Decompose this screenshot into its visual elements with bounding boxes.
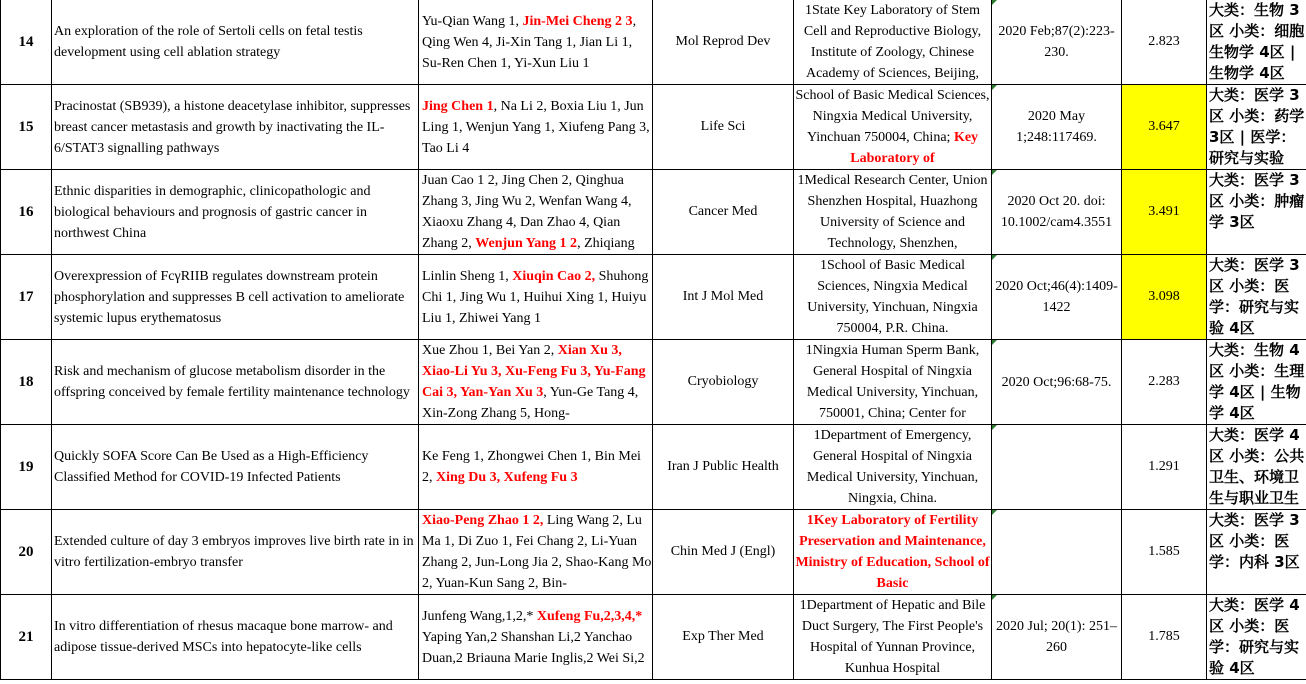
impact-factor: 3.491 — [1148, 204, 1180, 219]
authors-cell[interactable] — [419, 170, 653, 255]
table-row — [1, 255, 1306, 340]
plain-text: , Yun-Ge Tang 4, Xin-Zong Zhang 5, Hong- — [422, 385, 639, 421]
affiliation-cell[interactable] — [794, 170, 992, 255]
highlighted-author-text: Xiuqin Cao 2, — [512, 268, 596, 284]
journal-name: Iran J Public Health — [667, 459, 779, 474]
affiliation-text — [794, 595, 991, 679]
article-title: Ethnic disparities in demographic, clinicopathologic and biological behaviours and prognosis of gastric cancer in northwest China — [54, 183, 371, 241]
row-number-cell[interactable] — [1, 510, 52, 595]
article-title: Pracinostat (SB939), a histone deacetylase inhibitor, suppresses breast cancer metastasis and growth by inactivating the IL-6/STAT3 signalling pathways — [54, 98, 411, 156]
title-cell[interactable] — [52, 340, 419, 425]
plain-text: 1School of Basic Medical Sciences, Ningxia Medical University, Yinchuan, Ningxia 750004, P.R. China. — [807, 258, 978, 336]
authors-text — [422, 606, 652, 669]
journal-name: Mol Reprod Dev — [675, 34, 771, 49]
row-number: 17 — [18, 288, 34, 305]
plain-text: School of Basic Medical Sciences, Ningxia Medical University, Yinchuan 750004, China; — [795, 88, 990, 145]
impact-factor-cell[interactable] — [1122, 425, 1207, 510]
highlighted-author-text: Jin-Mei Cheng 2 3 — [522, 13, 633, 29]
row-number: 14 — [18, 33, 34, 50]
plain-text: Ke Feng 1, Zhongwei Chen 1, Bin Mei 2, — [422, 449, 641, 485]
authors-text — [422, 11, 652, 74]
row-number: 19 — [18, 458, 34, 475]
date-cell[interactable] — [992, 85, 1122, 170]
authors-cell[interactable] — [419, 425, 653, 510]
row-number-cell[interactable] — [1, 595, 52, 680]
title-cell[interactable] — [52, 170, 419, 255]
date-cell[interactable] — [992, 595, 1122, 680]
table-row — [1, 170, 1306, 255]
plain-text: 1Department of Emergency, General Hospital of Ningxia Medical University, Yinchuan, Ningxia, China. — [806, 428, 979, 506]
row-number-cell[interactable] — [1, 340, 52, 425]
category-cell[interactable] — [1207, 170, 1306, 255]
table-row — [1, 595, 1306, 680]
authors-cell[interactable] — [419, 0, 653, 85]
article-title: Quickly SOFA Score Can Be Used as a High-Efficiency Classified Method for COVID-19 Infected Patients — [54, 449, 369, 485]
plain-text: 1State Key Laboratory of Stem Cell and Reproductive Biology, Institute of Zoology, Chinese Academy of Sciences, Beijing, — [803, 3, 982, 81]
publication-date: 2020 Feb;87(2):223-230. — [998, 24, 1115, 60]
plain-text: Junfeng Wang,1,2,* — [422, 608, 537, 624]
table-row — [1, 340, 1306, 425]
row-number-cell[interactable] — [1, 170, 52, 255]
row-number-cell[interactable] — [1, 85, 52, 170]
highlighted-author-text: Xufeng Fu,2,3,4,* — [536, 608, 643, 624]
row-number-cell[interactable] — [1, 0, 52, 85]
affiliation-text — [794, 340, 991, 424]
article-title: Risk and mechanism of glucose metabolism disorder in the offspring conceived by female fertility maintenance technology — [54, 364, 410, 400]
date-cell[interactable] — [992, 510, 1122, 595]
plain-text: Linlin Sheng 1, — [422, 268, 513, 284]
category-text: 大类：医学 3区 小类：药学 3区 | 医学：研究与实验 — [1209, 86, 1305, 167]
title-cell[interactable] — [52, 425, 419, 510]
article-title: In vitro differentiation of rhesus macaque bone marrow- and adipose tissue-derived MSCs into hepatocyte-like cells — [54, 619, 393, 655]
impact-factor: 3.098 — [1148, 289, 1180, 304]
journal-cell[interactable] — [653, 425, 794, 510]
journal-cell[interactable] — [653, 510, 794, 595]
impact-factor-cell[interactable] — [1122, 255, 1207, 340]
affiliation-text — [794, 85, 991, 169]
plain-text: Juan Cao 1 2, Jing Chen 2, Qinghua Zhang 3, Jing Wu 2, Wenfan Wang 4, Xiaoxu Zhang 4, Dan Zhao 4, Qian Zhang 2, — [422, 173, 632, 251]
date-cell[interactable] — [992, 340, 1122, 425]
title-cell[interactable] — [52, 255, 419, 340]
plain-text: Ling Wang 2, Lu Ma 1, Di Zuo 1, Fei Chang 2, Li-Yuan Zhang 2, Jun-Long Jia 2, Shao-Kang Mo 2, Yuan-Kun Sang 2, Bin- — [422, 513, 652, 591]
row-number-cell[interactable] — [1, 255, 52, 340]
table-row — [1, 0, 1306, 85]
category-text: 大类：生物 4区 小类：生理学 4区 | 生物学 4区 — [1209, 341, 1305, 422]
date-cell[interactable] — [992, 170, 1122, 255]
row-number: 16 — [18, 203, 34, 220]
table-row — [1, 85, 1306, 170]
category-cell[interactable] — [1207, 595, 1306, 680]
journal-name: Cancer Med — [688, 204, 758, 219]
publication-date: 2020 Oct;96:68-75. — [1001, 374, 1112, 390]
highlighted-author-text: 1Key Laboratory of Fertility Preservation and Maintenance, Ministry of Education, School of Basic — [795, 513, 990, 591]
plain-text: , Zhiqiang — [577, 236, 635, 251]
row-number-cell[interactable] — [1, 425, 52, 510]
plain-text: 1Medical Research Center, Union Shenzhen Hospital, Huazhong University of Science and Technology, Shenzhen, — [797, 173, 988, 251]
highlighted-author-text: Wenjun Yang 1 2 — [475, 236, 578, 251]
category-text: 大类：生物 3区 小类：细胞生物学 4区 | 生物学 4区 — [1209, 1, 1305, 82]
category-text: 大类：医学 3区 小类：肿瘤学 3区 — [1209, 171, 1305, 231]
plain-text: 1Department of Hepatic and Bile Duct Surgery, The First People's Hospital of Yunnan Province, Kunhua Hospital — [799, 598, 986, 676]
comment-marker-icon — [992, 510, 997, 515]
affiliation-text — [794, 255, 991, 339]
comment-marker-icon — [992, 425, 997, 430]
authors-cell[interactable] — [419, 595, 653, 680]
comment-marker-icon — [992, 340, 997, 345]
journal-cell[interactable] — [653, 85, 794, 170]
category-cell[interactable] — [1207, 85, 1306, 170]
highlighted-author-text: Key Laboratory of — [850, 130, 979, 166]
authors-cell[interactable] — [419, 340, 653, 425]
impact-factor-cell[interactable] — [1122, 170, 1207, 255]
article-title: Overexpression of FcγRIIB regulates downstream protein phosphorylation and suppresses B cell activation to ameliorate systemic lupus erythematosus — [54, 268, 405, 326]
row-number: 15 — [18, 118, 34, 135]
impact-factor-cell[interactable] — [1122, 0, 1207, 85]
authors-text — [422, 96, 652, 159]
affiliation-cell[interactable] — [794, 595, 992, 680]
affiliation-cell[interactable] — [794, 510, 992, 595]
affiliation-cell[interactable] — [794, 0, 992, 85]
impact-factor: 2.823 — [1148, 34, 1180, 49]
title-cell[interactable] — [52, 595, 419, 680]
row-number: 21 — [18, 628, 34, 645]
plain-text: 1Ningxia Human Sperm Bank, General Hospital of Ningxia Medical University, Yinchuan, 750001, China; Center for — [805, 343, 980, 421]
impact-factor-cell[interactable] — [1122, 340, 1207, 425]
affiliation-text — [794, 510, 991, 594]
article-title: An exploration of the role of Sertoli cells on fetal testis development using cell ablation strategy — [54, 24, 363, 60]
journal-name: Exp Ther Med — [682, 629, 764, 644]
category-cell[interactable] — [1207, 425, 1306, 510]
category-text: 大类：医学 3区 小类：医学：研究与实验 4区 — [1209, 256, 1300, 337]
journal-cell[interactable] — [653, 340, 794, 425]
article-title: Extended culture of day 3 embryos improves live birth rate in in vitro fertilization-embryo transfer — [54, 534, 414, 570]
category-text: 大类：医学 4区 小类：公共卫生、环境卫生与职业卫生 — [1209, 426, 1305, 507]
plain-text: , Na Li 2, Boxia Liu 1, Jun Ling 1, Wenjun Yang 1, Xiufeng Pang 3, Tao Li 4 — [422, 98, 650, 156]
impact-factor-cell[interactable] — [1122, 510, 1207, 595]
journal-cell[interactable] — [653, 170, 794, 255]
impact-factor: 1.585 — [1148, 544, 1180, 559]
affiliation-text — [794, 170, 991, 254]
authors-text — [422, 340, 652, 424]
impact-factor: 1.291 — [1148, 459, 1180, 474]
journal-cell[interactable] — [653, 255, 794, 340]
comment-marker-icon — [992, 255, 997, 260]
publication-date: 2020 Oct;46(4):1409-1422 — [995, 279, 1118, 315]
publication-date: 2020 May 1;248:117469. — [1016, 109, 1097, 145]
affiliation-text — [794, 425, 991, 509]
highlighted-author-text: Xing Du 3, Xufeng Fu 3 — [436, 470, 578, 485]
plain-text: , Qing Wen 4, Ji-Xin Tang 1, Jian Li 1, Su-Ren Chen 1, Yi-Xun Liu 1 — [422, 13, 637, 71]
row-number: 20 — [18, 543, 34, 560]
affiliation-cell[interactable] — [794, 255, 992, 340]
comment-marker-icon — [992, 170, 997, 175]
publication-date: 2020 Jul; 20(1): 251–260 — [996, 619, 1117, 655]
impact-factor-cell[interactable] — [1122, 85, 1207, 170]
authors-cell[interactable] — [419, 510, 653, 595]
authors-text — [422, 510, 652, 594]
authors-text — [422, 170, 652, 254]
comment-marker-icon — [992, 0, 997, 5]
category-cell[interactable] — [1207, 255, 1306, 340]
title-cell[interactable] — [52, 510, 419, 595]
affiliation-text — [794, 0, 991, 84]
journal-cell[interactable] — [653, 0, 794, 85]
journal-name: Life Sci — [700, 119, 746, 134]
category-text: 大类：医学 3区 小类：医学：内科 3区 — [1209, 511, 1300, 571]
publication-date: 2020 Oct 20. doi: 10.1002/cam4.3551 — [1000, 194, 1113, 230]
journal-cell[interactable] — [653, 595, 794, 680]
comment-marker-icon — [992, 595, 997, 600]
comment-marker-icon — [992, 85, 997, 90]
table-row — [1, 425, 1306, 510]
date-cell[interactable] — [992, 425, 1122, 510]
authors-text — [422, 446, 652, 488]
impact-factor: 3.647 — [1148, 119, 1180, 134]
authors-text — [422, 266, 652, 329]
plain-text: Yaping Yan,2 Shanshan Li,2 Yanchao Duan,2 Briauna Marie Inglis,2 Wei Si,2 — [422, 629, 645, 666]
date-cell[interactable] — [992, 255, 1122, 340]
authors-cell[interactable] — [419, 255, 653, 340]
journal-name: Cryobiology — [687, 374, 759, 389]
highlighted-author-text: Jing Chen 1 — [422, 98, 494, 114]
category-cell[interactable] — [1207, 510, 1306, 595]
authors-cell[interactable] — [419, 85, 653, 170]
affiliation-cell[interactable] — [794, 85, 992, 170]
impact-factor-cell[interactable] — [1122, 595, 1207, 680]
category-text: 大类：医学 4区 小类：医学：研究与实验 4区 — [1209, 596, 1300, 677]
impact-factor: 2.283 — [1148, 374, 1180, 389]
plain-text: Xue Zhou 1, Bei Yan 2, — [422, 343, 558, 358]
journal-name: Int J Mol Med — [682, 289, 764, 304]
plain-text: Yu-Qian Wang 1, — [422, 13, 523, 29]
journal-name: Chin Med J (Engl) — [670, 544, 776, 559]
highlighted-author-text: Xian Xu 3, Xiao-Li Yu 3, Xu-Feng Fu 3, Yu-Fang Cai 3, Yan-Yan Xu 3 — [422, 343, 646, 400]
title-cell[interactable] — [52, 0, 419, 85]
title-cell[interactable] — [52, 85, 419, 170]
impact-factor: 1.785 — [1148, 629, 1180, 644]
highlighted-author-text: Xiao-Peng Zhao 1 2, — [422, 513, 544, 528]
plain-text: Shuhong Chi 1, Jing Wu 1, Huihui Xing 1, Huiyu Liu 1, Zhiwei Yang 1 — [422, 268, 649, 326]
table-row — [1, 510, 1306, 595]
category-cell[interactable] — [1207, 0, 1306, 85]
date-cell[interactable] — [992, 0, 1122, 85]
affiliation-cell[interactable] — [794, 425, 992, 510]
row-number: 18 — [18, 373, 34, 390]
affiliation-cell[interactable] — [794, 340, 992, 425]
category-cell[interactable] — [1207, 340, 1306, 425]
